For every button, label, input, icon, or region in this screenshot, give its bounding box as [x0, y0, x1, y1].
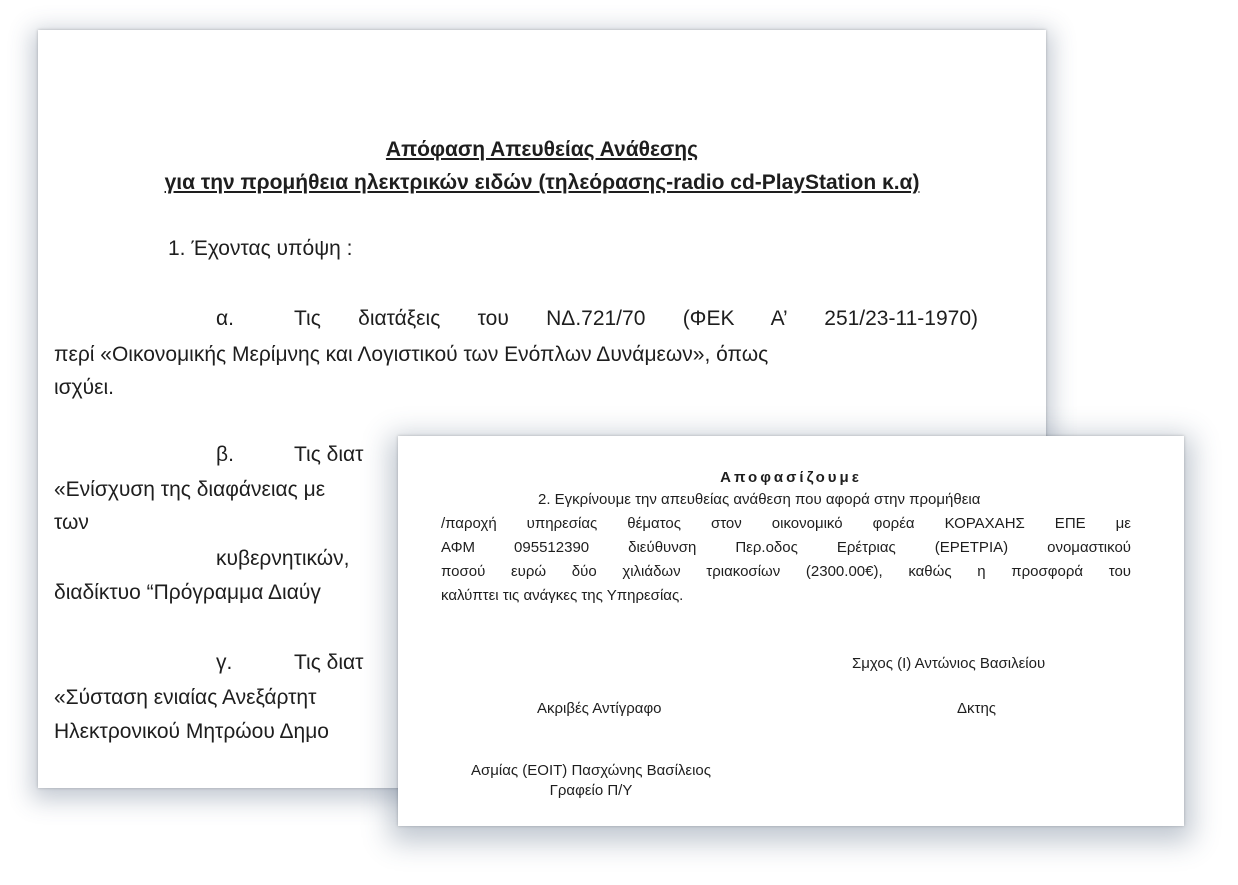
clause-gamma-line-3: Ηλεκτρονικού Μητρώου Δημο: [54, 720, 329, 743]
clause-1-heading: 1. Έχοντας υπόψη :: [168, 237, 353, 260]
clause-alpha-marker: α.: [216, 307, 234, 330]
clause-beta-line-2: «Ενίσχυση της διαφάνειας με: [54, 478, 326, 501]
decision-subtitle: για την προμήθεια ηλεκτρικών ειδών (τηλεόρασης-radio cd-PlayStation κ.α): [164, 171, 920, 194]
clause-gamma-line-2: «Σύσταση ενιαίας Ανεξάρτητ: [54, 686, 317, 709]
clause-beta-marker: β.: [216, 443, 234, 466]
clause-beta-line-4: κυβερνητικών,: [216, 547, 350, 570]
approval-paragraph-line-2: /παροχή υπηρεσίας θέματος στον οικονομικό φορέα ΚΟΡΑΧΑΗΣ ΕΠΕ με: [441, 515, 1131, 532]
clause-alpha-line-3: ισχύει.: [54, 376, 114, 399]
signer-name: Σμχος (Ι) Αντώνιος Βασιλείου: [852, 655, 1046, 672]
certified-copy-label: Ακριβές Αντίγραφο: [537, 700, 662, 717]
clause-gamma-marker: γ.: [216, 651, 233, 674]
decision-heading: Αποφασίζουμε: [720, 469, 862, 486]
copy-signer-office: Γραφείο Π/Υ: [549, 782, 633, 799]
decision-title: Απόφαση Απευθείας Ανάθεσης: [385, 138, 699, 161]
decision-excerpt-page: [398, 436, 1184, 826]
clause-alpha-line-1: Τις διατάξεις του ΝΔ.721/70 (ΦΕΚ Α’ 251/23-11-1970): [294, 307, 978, 330]
copy-signer-name: Ασμίας (ΕΟΙΤ) Πασχώνης Βασίλειος: [470, 762, 711, 779]
clause-beta-line-3: των: [54, 511, 89, 534]
clause-alpha-line-2: περί «Οικονομικής Μερίμνης και Λογιστικού των Ενόπλων Δυνάμεων», όπως: [54, 343, 769, 366]
approval-paragraph-line-3: ΑΦΜ 095512390 διεύθυνση Περ.οδος Ερέτριας (ΕΡΕΤΡΙΑ) ονομαστικού: [441, 539, 1131, 556]
clause-beta-line-5: διαδίκτυο “Πρόγραμμα Διαύγ: [54, 581, 321, 604]
signer-rank: Δκτης: [957, 700, 997, 717]
approval-paragraph-line-1: 2. Εγκρίνουμε την απευθείας ανάθεση που αφορά στην προμήθεια: [538, 491, 981, 508]
approval-paragraph-line-5: καλύπτει τις ανάγκες της Υπηρεσίας.: [441, 587, 684, 604]
clause-beta-line-1: Τις διατ: [294, 443, 364, 466]
approval-paragraph-line-4: ποσού ευρώ δύο χιλιάδων τριακοσίων (2300.00€), καθώς η προσφορά του: [441, 563, 1131, 580]
clause-gamma-line-1: Τις διατ: [294, 651, 364, 674]
